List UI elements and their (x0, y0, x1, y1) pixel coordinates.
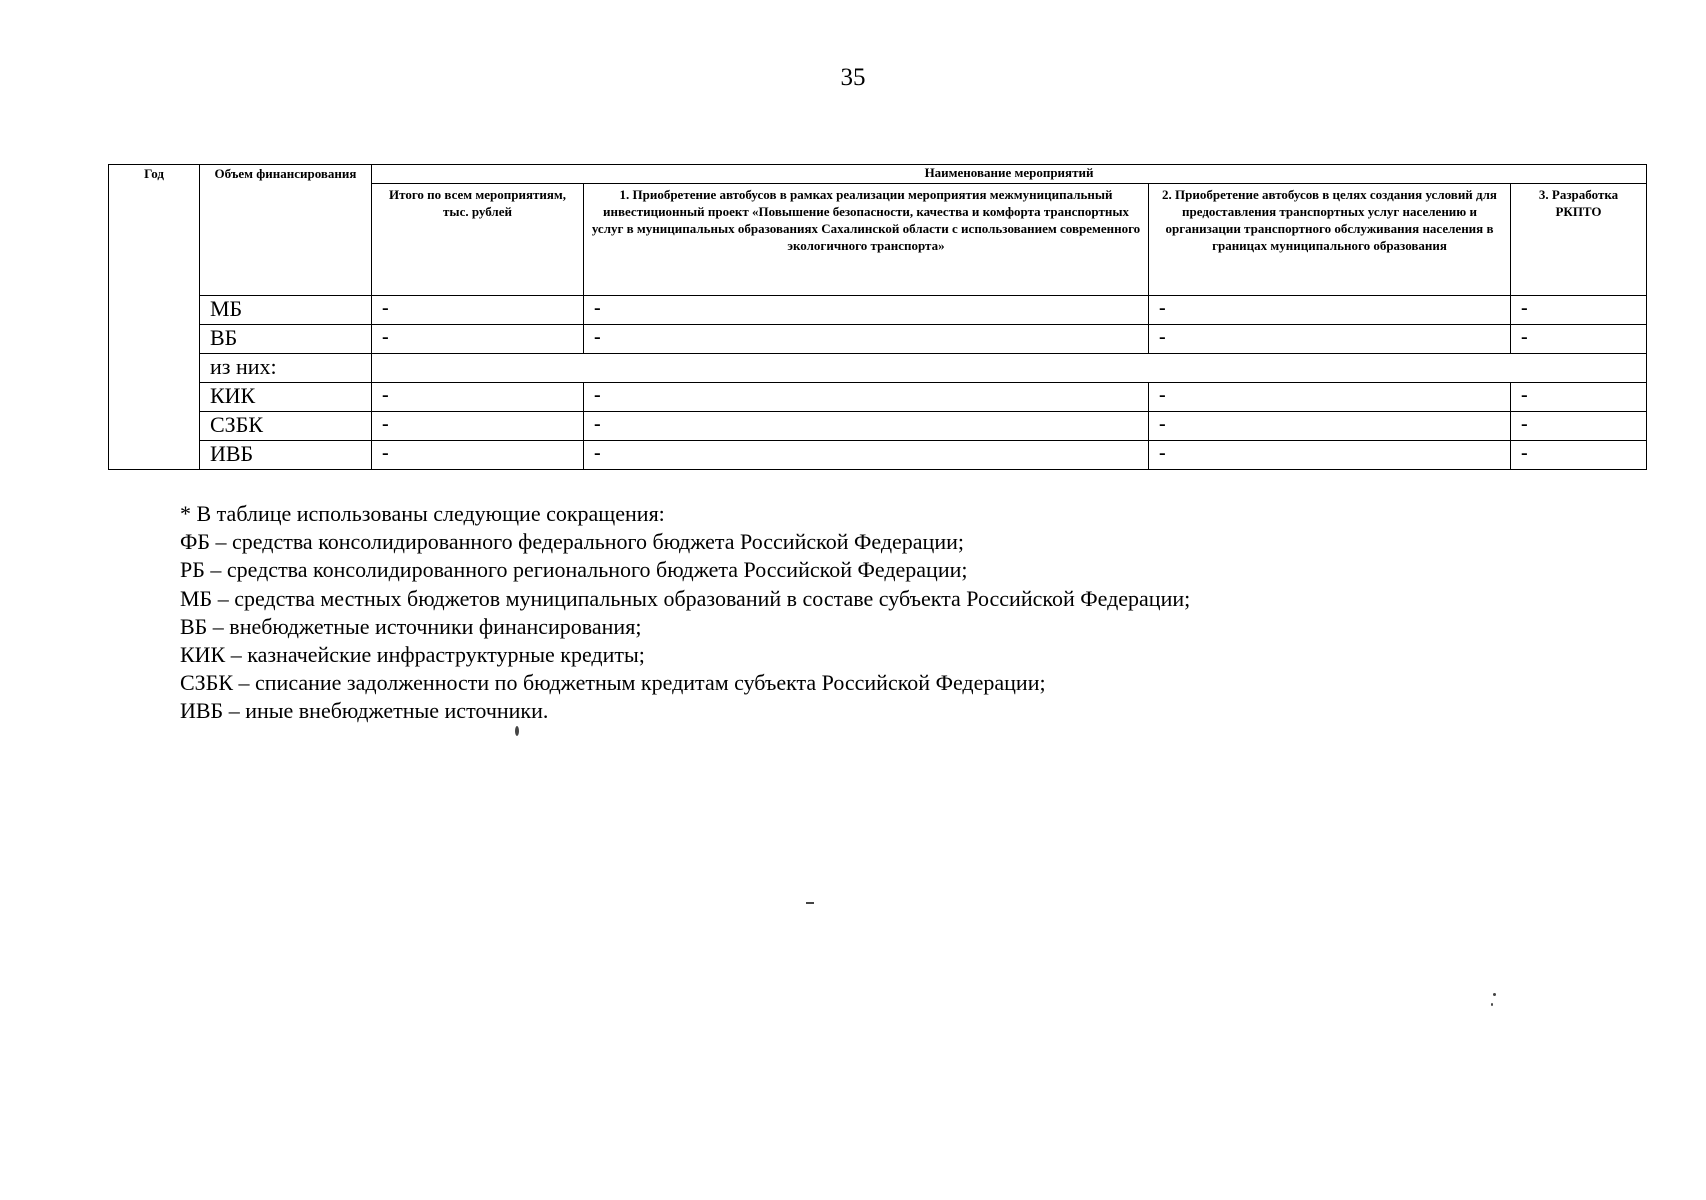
table-row (109, 325, 1647, 354)
header-event2-label: 2. Приобретение автобусов в целях создания условий для предоставления транспортных услуг населению и организации транспортного обслуживания населения в границах муниципального образования (1162, 187, 1497, 253)
cell-event2: - (1149, 325, 1511, 354)
cell-total: - (372, 383, 584, 412)
header-volume (200, 165, 372, 296)
note-line: СЗБК – списание задолженности по бюджетным кредитам субъекта Российской Федерации; (180, 670, 1046, 696)
header-events-group (372, 165, 1647, 184)
scan-speck (1493, 993, 1496, 996)
header-event3-label: 3. Разработка РКПТО (1538, 187, 1619, 219)
header-event1 (584, 184, 1149, 296)
notes-intro: * В таблице использованы следующие сокращения: (180, 501, 665, 526)
cell-total: - (372, 412, 584, 441)
page-number: 35 (840, 64, 866, 91)
header-total (372, 184, 584, 296)
note-line: КИК – казначейские инфраструктурные кредиты; (180, 642, 645, 668)
header-total-label: Итого по всем мероприятиям, тыс. рублей (389, 187, 566, 219)
cell-event3: - (1511, 296, 1647, 325)
cell-total: - (372, 296, 584, 325)
row-label: МБ (200, 296, 372, 325)
cell-event3: - (1511, 441, 1647, 470)
cell-event1: - (584, 383, 1149, 412)
row-label: из них: (200, 354, 372, 383)
table-row (109, 354, 1647, 383)
cell-event2: - (1149, 441, 1511, 470)
note-line: ФБ – средства консолидированного федерального бюджета Российской Федерации; (180, 529, 964, 555)
header-volume-label: Объем финансирования (214, 166, 357, 181)
scan-speck (515, 726, 519, 736)
row-label: СЗБК (200, 412, 372, 441)
cell-event1: - (584, 296, 1149, 325)
table-row (109, 412, 1647, 441)
note-line: РБ – средства консолидированного регионального бюджета Российской Федерации; (180, 557, 968, 583)
cell-event2: - (1149, 383, 1511, 412)
abbreviations-notes (180, 500, 1580, 726)
row-span-empty (372, 354, 1647, 383)
note-line: ИВБ – иные внебюджетные источники. (180, 698, 549, 724)
header-year-label: Год (144, 166, 164, 181)
cell-event3: - (1511, 412, 1647, 441)
row-label: ВБ (200, 325, 372, 354)
header-event3 (1511, 184, 1647, 296)
cell-event1: - (584, 325, 1149, 354)
header-events-group-label: Наименование мероприятий (924, 165, 1094, 180)
cell-event3: - (1511, 325, 1647, 354)
cell-total: - (372, 325, 584, 354)
table-row (109, 441, 1647, 470)
table-row (109, 383, 1647, 412)
cell-event1: - (584, 441, 1149, 470)
header-event2 (1149, 184, 1511, 296)
cell-event1: - (584, 412, 1149, 441)
cell-event2: - (1149, 412, 1511, 441)
note-line: ВБ – внебюджетные источники финансирования; (180, 613, 642, 639)
header-event1-label: 1. Приобретение автобусов в рамках реализации мероприятия межмуниципальный инвестиционный проект «Повышение безопасности, качества и комфорта транспортных услуг в муниципальных образованиях Сахалинской области с использованием современного экологичного транспорта» (591, 187, 1141, 253)
cell-event2: - (1149, 296, 1511, 325)
header-year (109, 165, 200, 470)
cell-event3: - (1511, 383, 1647, 412)
row-label: ИВБ (200, 441, 372, 470)
financing-table (108, 164, 1647, 470)
cell-total: - (372, 441, 584, 470)
scan-speck (1491, 1003, 1493, 1006)
note-line: МБ – средства местных бюджетов муниципальных образований в составе субъекта Российской Федерации; (180, 585, 1191, 611)
scan-speck (806, 902, 814, 904)
row-label: КИК (200, 383, 372, 412)
table-row (109, 296, 1647, 325)
